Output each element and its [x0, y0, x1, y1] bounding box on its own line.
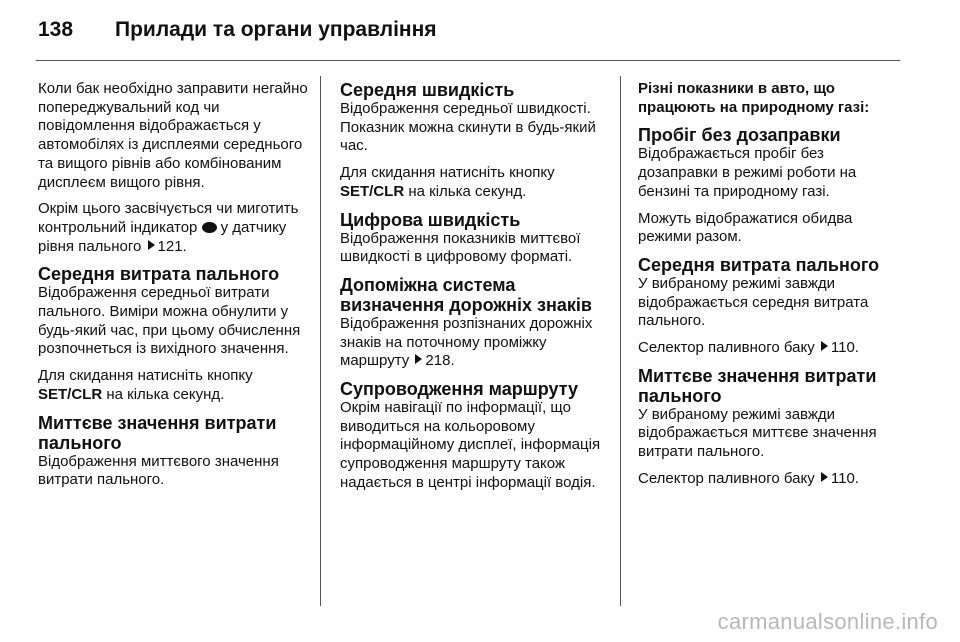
section-heading: Супроводження маршруту [340, 379, 579, 400]
paragraph: Для скидання натисніть кнопку SET/CLR на кілька секунд. [340, 164, 555, 200]
paragraph: Відображення середньої витрати пального. Виміри можна обнулити у будь-який час, при цьому обчислення розпочнеться із вихідного значення. [38, 284, 301, 358]
paragraph: Відображення розпізнаних дорожніх знаків на поточному проміжку маршруту 218. [340, 314, 593, 370]
paragraph: Відображається пробіг без дозаправки в режимі роботи на бензині та природному газі. [638, 145, 857, 200]
section-heading: Середня витрата пального [638, 254, 880, 275]
page-reference[interactable]: 110. [830, 339, 859, 357]
paragraph: Для скидання натисніть кнопку SET/CLR на кілька секунд. [38, 367, 253, 403]
intro-heading: Різні показники в авто, що працюють на природному газі: [638, 80, 870, 116]
section-heading: Середня витрата пального [38, 264, 280, 285]
watermark: carmanualsonline.info [717, 609, 938, 634]
section-heading: Пробіг без дозаправки [638, 125, 841, 146]
header-rule [36, 60, 900, 61]
paragraph: У вибраному режимі завжди відображається середня витрата пального. [638, 274, 869, 330]
paragraph: Відображення середньої швидкості. Показник можна скинути в будь-який час. [340, 100, 596, 155]
column-1 [38, 80, 314, 498]
set-clr-button-label: SET/CLR [38, 385, 103, 403]
paragraph: Відображення миттєвого значення витрати пального. [38, 452, 279, 489]
page-number: 138 [38, 18, 74, 41]
column-3 [638, 80, 900, 497]
section-heading: Допоміжна система визначення дорожніх знаків [340, 274, 592, 315]
page-header [38, 18, 437, 48]
page-reference[interactable]: 218. [425, 352, 455, 370]
column-2 [340, 80, 614, 501]
paragraph: Окрім навігації по інформації, що виводиться на кольоровому інформаційному дисплеї, інформація супроводження маршруту також надається в центрі інформації водія. [340, 399, 601, 491]
page-reference-arrow-icon [821, 341, 828, 351]
paragraph: Відображення показників миттєвої швидкості в цифровому форматі. [340, 229, 581, 266]
page-reference-arrow-icon [821, 472, 828, 482]
section-heading: Середня швидкість [340, 80, 515, 100]
paragraph: Селектор паливного баку 110. [638, 339, 859, 357]
paragraph: У вибраному режимі завжди відображається миттєве значення витрати пального. [638, 405, 877, 461]
page-reference[interactable]: 110. [830, 469, 859, 487]
fuel-indicator-icon [202, 222, 217, 233]
section-heading: Цифрова швидкість [340, 209, 521, 230]
column-divider [320, 76, 321, 606]
column-divider [620, 76, 621, 606]
page-title: Прилади та органи управління [115, 18, 437, 41]
section-heading: Миттєве значення витрати пального [38, 412, 277, 453]
page-reference[interactable]: 121. [157, 237, 187, 255]
paragraph: Селектор паливного баку 110. [638, 469, 859, 487]
paragraph: Окрім цього засвічується чи миготить контрольний індикатор у датчику рівня пального 121. [38, 200, 299, 255]
section-heading: Миттєве значення витрати пального [638, 365, 877, 406]
paragraph: Можуть відображатися обидва режими разом. [638, 209, 853, 246]
page-reference-arrow-icon [415, 354, 422, 364]
page-reference-arrow-icon [148, 240, 155, 250]
set-clr-button-label: SET/CLR [340, 182, 405, 200]
paragraph: Коли бак необхідно заправити негайно попереджувальний код чи повідомлення відображається у автомобілях із дисплеями середнього та вищого рівнів або комбінованим дисплеєм вищого рівня. [38, 80, 308, 191]
